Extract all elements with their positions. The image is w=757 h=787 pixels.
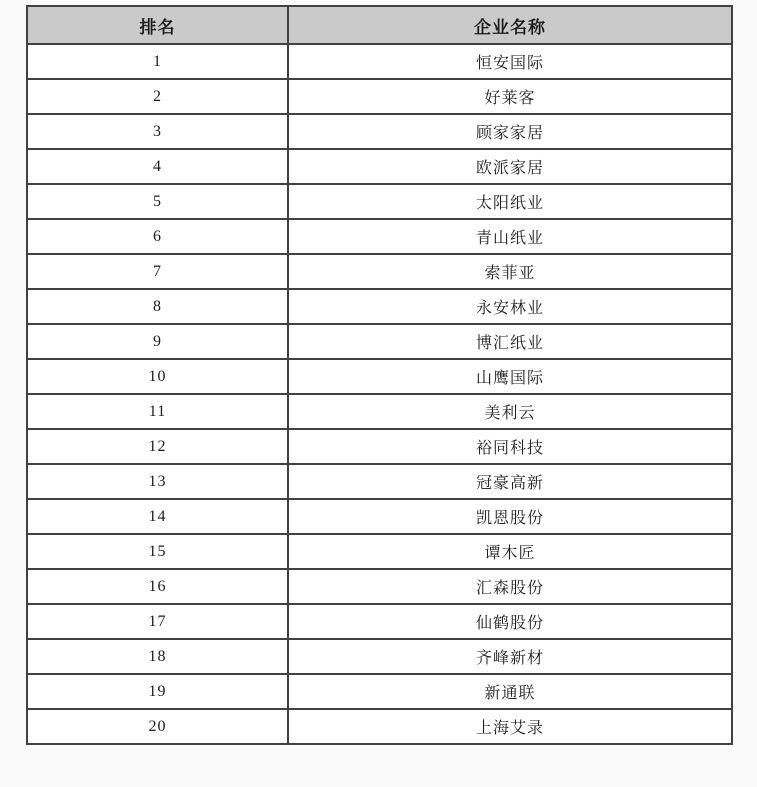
company-cell: 恒安国际 [288,44,732,79]
table-row [27,604,732,639]
rank-cell: 3 [27,114,288,149]
table-row [27,499,732,534]
company-cell: 欧派家居 [288,149,732,184]
company-cell: 青山纸业 [288,219,732,254]
company-cell: 博汇纸业 [288,324,732,359]
rank-cell: 17 [27,604,288,639]
rank-cell: 12 [27,429,288,464]
table-row [27,674,732,709]
company-cell: 谭木匠 [288,534,732,569]
rank-cell: 16 [27,569,288,604]
table-header-row [27,6,732,44]
rank-cell: 10 [27,359,288,394]
rank-cell: 4 [27,149,288,184]
rank-cell: 19 [27,674,288,709]
table-row [27,709,732,744]
rank-cell: 1 [27,44,288,79]
company-cell: 好莱客 [288,79,732,114]
table-row [27,464,732,499]
company-cell: 山鹰国际 [288,359,732,394]
company-cell: 凯恩股份 [288,499,732,534]
rank-cell: 14 [27,499,288,534]
company-cell: 新通联 [288,674,732,709]
rank-cell: 8 [27,289,288,324]
table-row [27,184,732,219]
table-row [27,219,732,254]
company-cell: 顾家家居 [288,114,732,149]
table-row [27,639,732,674]
rank-cell: 20 [27,709,288,744]
table-row [27,79,732,114]
rank-cell: 11 [27,394,288,429]
table-row [27,254,732,289]
table-row [27,534,732,569]
table-row [27,569,732,604]
company-cell: 汇森股份 [288,569,732,604]
rank-cell: 13 [27,464,288,499]
table-row [27,394,732,429]
rank-cell: 2 [27,79,288,114]
table-row [27,359,732,394]
company-cell: 冠豪高新 [288,464,732,499]
table-row [27,114,732,149]
rank-cell: 18 [27,639,288,674]
column-header-company: 企业名称 [288,6,732,44]
company-cell: 美利云 [288,394,732,429]
table-row [27,149,732,184]
company-cell: 太阳纸业 [288,184,732,219]
table-row [27,44,732,79]
rank-cell: 7 [27,254,288,289]
rank-cell: 6 [27,219,288,254]
table-row [27,429,732,464]
company-cell: 索菲亚 [288,254,732,289]
rank-cell: 9 [27,324,288,359]
table-row [27,289,732,324]
column-header-rank: 排名 [27,6,288,44]
company-cell: 上海艾录 [288,709,732,744]
rank-cell: 15 [27,534,288,569]
company-cell: 齐峰新材 [288,639,732,674]
company-cell: 永安林业 [288,289,732,324]
company-ranking-table [26,5,733,745]
company-cell: 仙鹤股份 [288,604,732,639]
table-row [27,324,732,359]
company-cell: 裕同科技 [288,429,732,464]
rank-cell: 5 [27,184,288,219]
